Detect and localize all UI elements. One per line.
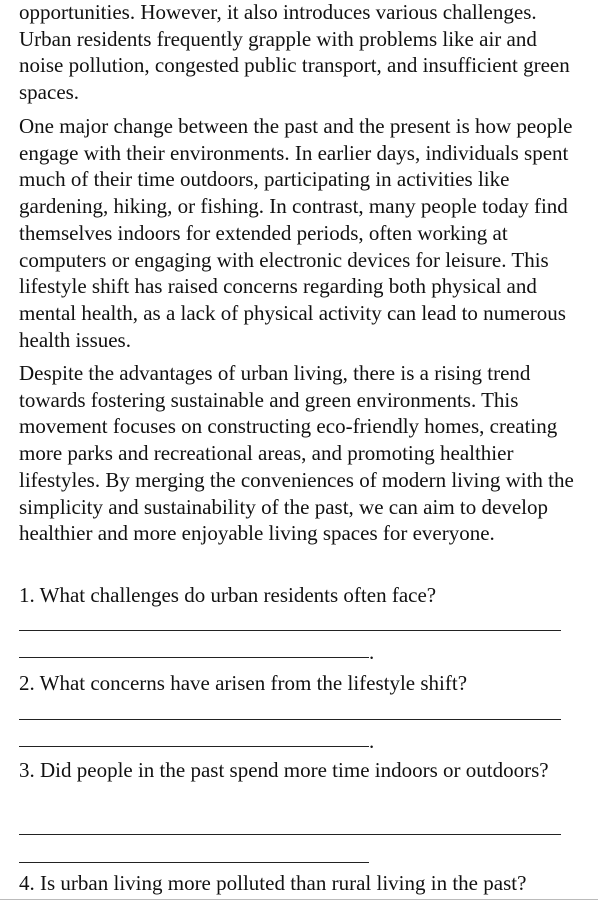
answer-line-1a[interactable] [19,630,561,631]
page-bottom-divider [0,899,598,900]
answer-line-3b[interactable] [19,862,369,863]
answer-line-3a[interactable] [19,834,561,835]
question-3: 3. Did people in the past spend more time indoors or outdoors? [19,758,549,782]
question-1: 1. What challenges do urban residents often face? [19,583,437,607]
question-4: 4. Is urban living more polluted than rural living in the past? [19,871,527,895]
answer-period-2: . [369,729,375,753]
answer-line-2b[interactable] [19,746,369,747]
paragraph-lifestyle-change: One major change between the past and the present is how people engage with their environments. In earlier days, individuals spent much of their time outdoors, participating in activities like gardening, hiking, or fishing. In contrast, many people today find themselves indoors for extended periods, often working at computers or engaging with electronic devices for leisure. This lifestyle shift has raised concerns regarding both physical and mental health, as a lack of physical activity can lead to numerous health issues. [19,114,573,352]
paragraph-sustainable-trend: Despite the advantages of urban living, there is a rising trend towards fostering sustainable and green environments. This movement focuses on constructing eco-friendly homes, creating more parks and recreational areas, and promoting healthier lifestyles. By merging the conveniences of modern living with the simplicity and sustainability of the past, we can aim to develop healthier and more enjoyable living spaces for everyone. [19,361,574,546]
answer-line-2a[interactable] [19,719,561,720]
answer-period-1: . [369,640,375,664]
question-2: 2. What concerns have arisen from the lifestyle shift? [19,671,468,695]
answer-line-1b[interactable] [19,657,369,658]
paragraph-urban-challenges: opportunities. However, it also introduces various challenges. Urban residents frequently grapple with problems like air and noise pollution, congested public transport, and insufficient green spaces. [19,0,570,105]
